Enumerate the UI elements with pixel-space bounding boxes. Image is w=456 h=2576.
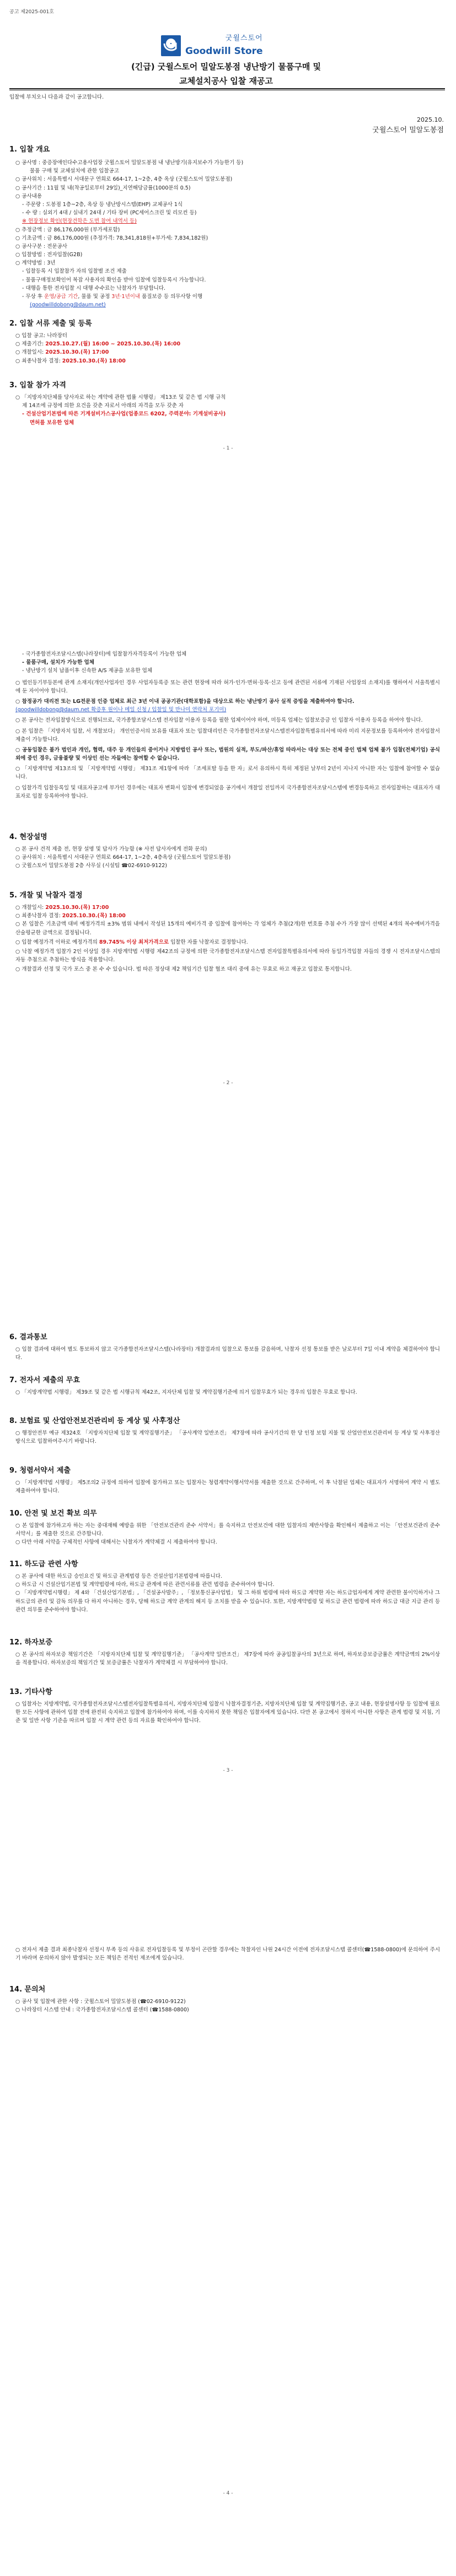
- section-10-heading: 10. 안전 및 보건 확보 의무: [9, 1509, 97, 1518]
- page-4: [0, 1934, 456, 2576]
- section-12-body: [15, 1650, 440, 1667]
- site-briefing: ○ 본 공사 견적 제출 전, 현장 설명 및 답사가 가능함 (※ 사전 답사자에게 전화 문의): [15, 846, 207, 852]
- opening-datetime-value: 2025.10.30.(목) 17:00: [45, 905, 109, 911]
- contact-email-link[interactable]: (goodwilldobong@daum.net): [30, 302, 106, 309]
- section-4-heading: 4. 현장설명: [9, 833, 47, 841]
- site-contact: ○ 굿윌스토어 밀알도봉점 2층 사무실 (시설팀 ☎02-6910-9122): [15, 863, 168, 869]
- safety-pledge: ○ 본 입찰에 참가하고자 하는 자는 중대재해 예방을 위한 「안전보건관리 준수 서약서」를 숙지하고 안전보건에 대한 입찰자의 제반사항을 확인해서 제출하고 이는 「안전보건관리 준수 서약서」를 제출한 것으로 간주합니다.: [15, 1523, 440, 1538]
- work-type: ○ 공사구분 : 전문공사: [15, 243, 67, 250]
- opening-datetime: [15, 903, 440, 912]
- contract-method: ○ 계약방법 : 3년: [15, 260, 56, 267]
- eligibility-2-text: - 국가종합전자조달시스템(나라장터)에 입찰참가자격등록이 가능한 업체: [22, 651, 187, 657]
- other-matters: ○ 입찰자는 지방계약법, 국가종합전자조달시스템전자입찰특별유의서, 지방자치단체 입찰시 낙찰자결정기준, 지방자치단체 입찰 및 계약집행기준, 공고 내용, 현장설명사항 등 입찰에 필요한 모든 사항에 관하여 입찰 전에 완전히 숙지하고 입찰에 참가하여야 하며, 이를 숙지하지 못한 책임은 입찰자에게 있습니다. 다만 본 공고에서 정하지 아니한 사항은 관계 법령 및 지침, 기준 및 일반 사항 기준을 따르며 입찰 시 계약 관련 등의 자료를 확인하여야 합니다.: [15, 1701, 440, 1724]
- submission-period-value: 2025.10.27.(월) 16:00 ~ 2025.10.30.(목) 16:00: [45, 341, 181, 348]
- opening-datetime-label: ○ 개찰일시:: [15, 905, 46, 911]
- section-5-heading: 5. 개찰 및 낙찰자 결정: [9, 891, 83, 900]
- opening-time: [15, 348, 440, 356]
- page-1: [0, 0, 456, 645]
- title-line-2: 교체설치공사 입찰 재공고: [179, 76, 273, 86]
- experience-email-link[interactable]: (goodwilldobong@daum.net 확증후 원이나 메일 신청 / 입찰일 및 만나미 연락처 포기미): [15, 707, 227, 713]
- warranty-years: 3년·1년이내: [111, 294, 141, 300]
- intro-text: 입찰에 부치오니 다음과 같이 공고합니다.: [9, 94, 104, 100]
- winner-decision-value: 2025.10.30.(목) 18:00: [62, 913, 126, 919]
- bid-condition-1: - 입찰등록 시 입찰참가 자의 입찰별 조건 제출: [22, 268, 127, 275]
- section-6-heading: 6. 결과통보: [9, 1333, 47, 1341]
- warranty-mid: , 물품 및 공정: [78, 294, 112, 300]
- price-determination: ○ 본 입찰은 기초금액 대비 예정가격의 ±3% 범위 내에서 작성된 15개의 예비가격 중 입찰에 참여하는 각 업체가 추첨(2개)한 번호를 추첨 수가 가장 많이 선택된 4개의 복수예비가격을 산술평균한 금액으로 결정됩니다.: [15, 921, 440, 936]
- eligibility-2: [15, 650, 440, 658]
- section-7-body: [15, 1388, 440, 1397]
- winning-rate-prefix: ○ 입찰 예정가격 이하로 예정가격의: [15, 939, 99, 945]
- base-amount: ○ 기초금액 : 금 86,176,000원 (추정가격: 78,341,818원+부가세: 7,834,182원): [15, 235, 208, 241]
- subcontract-2: ○ 하도급 시 건설산업기본법 및 계약법령에 따라, 하도급 관계에 따른 관련서류를 관련 법령을 준수하여야 합니다.: [15, 1582, 275, 1588]
- license-requirement-cont: 면허를 보유한 업체: [30, 419, 74, 426]
- eligibility-tax: ○ 「지방계약법 제13조의 및 「지방계약법 시행령」 제31조 제1항에 따라 「조세포탈 등을 한 자」로서 유의하시 특히 제정된 날부터 2년이 지나지 아니한 자는 입찰에 참여할 수 없습니다.: [15, 766, 440, 781]
- issuing-organization: 굿윌스토어 밀알도봉점: [372, 126, 444, 134]
- winner-decision-label: ○ 최종낙찰자 결정:: [15, 913, 62, 919]
- winner-decision: [15, 912, 440, 920]
- eligibility-1: ○ 「지방자치단체를 당사자로 하는 계약에 관한 법률 시행령」 제13조 및 같은 법 시행 규칙: [15, 394, 226, 401]
- section-3-continued: [15, 650, 440, 800]
- winning-rate-value: 89.745% 이상 최저가격으로: [99, 939, 169, 945]
- section-4-body: [15, 845, 440, 870]
- section-5-body: [15, 903, 440, 974]
- result-notice: ○ 입찰 결과에 대하여 별도 통보하지 않고 국가종합전자조달시스템(나라장터) 개찰결과의 입찰으로 통보를 갈음하며, 낙찰자 선정 통보를 받은 날로부터 7일 이내 계약을 체결하여야 합니다.: [15, 1346, 440, 1361]
- section-11-body: [15, 1572, 440, 1614]
- section-3-body: [15, 393, 440, 427]
- eligibility-location: ○ 법인등기부등본에 관계 소재지(개인사업자인 경우 사업자등록증 또는 관련 현장에 따라 허가·인가·면허·등록·신고 등에 관련된 서류에 기재된 사업장의 소재지)를 행하여서 서울특별시에 둔 자이어야 합니다.: [15, 679, 440, 694]
- submission-period: [15, 340, 440, 348]
- invalid-bid: ○ 「지방계약법 시행령」 제39조 및 같은 법 시행규칙 제42조, 지자단체 입찰 및 계약집행기준에 의거 입찰무효가 되는 경우의 입찰은 무효로 합니다.: [15, 1389, 357, 1395]
- scope-item-1: - 주문량 : 도봉점 1층~2층, 옥상 등 냉난방시스템(EHP) 교체공사 1식: [22, 201, 183, 208]
- page-number-3: - 3 -: [223, 1768, 233, 1773]
- section-9-body: [15, 1479, 440, 1495]
- section-13-continued: [15, 1946, 440, 1962]
- tie-break-rule: ○ 낙찰 예정가격 입찰가 2인 이상일 경우 지방계약법 시행령 제42조의 규정에 의한 국가종합전자조달시스템 전자입찰특별유의서에 따라 동일가격입찰 자들의 경쟁 시 전자조달시스템의 자동 추첨으로 추첨하는 방식을 적용합니다.: [15, 948, 440, 964]
- page-number-4: - 4 -: [223, 2491, 233, 2496]
- project-location: ○ 공사위치 : 서울특별시 서대문구 연희로 664-17, 1~2층, 4층 옥상 (굿윌스토어 밀알도봉점): [15, 176, 233, 183]
- notice-title: [61, 59, 391, 89]
- license-requirement: - 건설산업기본법에 따른 기계설비가스공사업(업종코드 6202, 주력분야: 기계설비공사): [22, 411, 226, 418]
- section-13-heading: 13. 기타사항: [9, 1688, 52, 1696]
- final-decision-value: 2025.10.30.(목) 18:00: [62, 358, 126, 364]
- opening-time-value: 2025.10.30.(목) 17:00: [45, 349, 109, 356]
- section-11-heading: 11. 하도급 관련 사항: [9, 1560, 78, 1568]
- eligibility-4: - 냉난방기 설치 납품이후 신속한 A/S 제공을 보유한 업체: [22, 668, 153, 674]
- section-1-heading: 1. 입찰 개요: [9, 145, 50, 154]
- integrity-pledge: ○ 「지방계약법 시행령」 제5조의2 규정에 의하여 입찰에 참가하고 또는 입찰자는 청렴계약이행서약서를 제출한 것으로 간주하며, 이 후 낙찰된 업체는 대표자가 서명하여 계약 시 별도 제출하여야 합니다.: [15, 1480, 440, 1495]
- section-7-heading: 7. 전자서 제출의 무효: [9, 1376, 81, 1384]
- eligibility-experience: ○ 참정공가 대리전 또는 LG전문점 인증 업체로 최근 3년 이내 공공기관(대학포함)을 대상으로 하는 냉난방기 공사 실적 증빙을 제출하여야 합니다.: [15, 698, 355, 705]
- estimated-amount: ○ 추정금액 : 금 86,176,000원 (부가세포함): [15, 226, 120, 233]
- warranty-prefix: - 무상 후: [22, 294, 42, 300]
- page-number-1: - 1 -: [223, 446, 233, 451]
- final-decision: [15, 357, 440, 365]
- goodwill-logo: [161, 33, 263, 58]
- section-6-body: [15, 1345, 440, 1362]
- notice-number: 공고 제2025-001호: [9, 9, 54, 15]
- notice-date: 2025.10.: [417, 116, 444, 123]
- eligibility-certificate: ○ 본 입찰은 「지방자치 입찰, 서 개찰보다」 개인인증서의 보유를 대표자 또는 입찰대리인은 국가종합전자조달시스템전자입찰특별유의서에 따라 미리 지문정보를 등록하여야 전자입찰서 제출이 가능합니다.: [15, 728, 440, 743]
- subcontract-3: ○ 「지방계약법시행령」 제 4와 「건설산업기본법」, 「건설공사발주」, 「정보통신공사업법」 및 그 하위 법령에 따라 하도급 계약한 자는 하도급업자에게 계약 관련한 불이익하거나 그 하도급의 관리 및 감독 의무를 다 하지 아니하는 경우, 당해 하도급 계약 관계의 해지 등 조치를 받을 수 있습니다. 또한, 지방계약법령 및 하도급 관련 법령에 따라 하도급 대금 지급 관리 등 관련 의무를 준수하여야 합니다.: [15, 1590, 440, 1613]
- section-3-heading: 3. 입찰 참가 자격: [9, 381, 66, 389]
- title-divider: [9, 88, 445, 89]
- system-failure-notice: ○ 전자서 제출 결과 최종낙찰자 선정시 부족 등의 사유로 전자입찰등록 및 부정이 곤란할 경우에는 착찰자인 나원 24시간 이전에 전자조달시스템 콜센터(☎1588-0800)에 문의하여 주시기 바라며 문의하지 않아 발생되는 모든 책임은 전적인 제조에게 있습니다.: [15, 1947, 440, 1962]
- winning-rate: [15, 938, 440, 946]
- contact-bidding: ○ 공사 및 입찰에 관한 사항 : 굿윌스토어 밀알도봉점 (☎02-6910-9122): [15, 1999, 186, 2005]
- safety-note: ○ 다만 아래 서약을 구체적인 사항에 대해서는 낙찰자가 계약체결 시 제출하여야 합니다.: [15, 1539, 217, 1546]
- project-scope-label: ○ 공사내용: [15, 193, 42, 199]
- insurance-settlement: ○ 행정안전부 예규 제324호 「지방자치단체 입찰 및 계약집행기준」 「공사계약 일반조건」 제7장에 따라 공사기간의 한 당 인정 보험 지불 및 산업안전보건관리비 등 계상 및 사후정산 방식으로 입찰하여주시기 바랍니다.: [15, 1430, 440, 1445]
- section-9-heading: 9. 청렴서약서 제출: [9, 1466, 71, 1475]
- page-number-2: - 2 -: [223, 1080, 233, 1086]
- eligibility-representative: ○ 입찰가격 입찰등록일 및 대표자공고에 부가인 경우에는 대표자 변화서 입찰에 변경되었음 공기에서 개찰일 전일까지 국가종합전자조달시스템에 변경등록하고 전자입찰하는 대표자가 대표자로 입찰 등록하여야 합니다.: [15, 784, 440, 799]
- bid-method: ○ 입찰방법 : 전자입찰(G2B): [15, 252, 83, 258]
- section-10-body: [15, 1522, 440, 1547]
- contact-system: ○ 나라장터 시스템 안내 : 국가종합전자조달시스템 콜센터 (☎1588-0800): [15, 2007, 189, 2014]
- project-period: ○ 공사기간 : 11월 및 내(착공일로부터 29일)_지연해당금률(1000분의 0.5): [15, 185, 191, 191]
- section-2-heading: 2. 입찰 서류 제출 및 등록: [9, 320, 92, 328]
- logo-english: Goodwill Store: [185, 46, 263, 57]
- page-3: [0, 1289, 456, 1934]
- defect-warranty: ○ 본 공사의 하자보증 책임기간은 「지방자치단체 입찰 및 계약집행기준」 「공사계약 일반조건」 제7장에 따라 공공입찰공사의 3년으로 하며, 하자보증보증금률은 계약금액의 2%이상을 적용합니다. 하자보증의 책임기간 및 보증금률은 낙찰자가 계약체결 시 부담하여야 합니다.: [15, 1652, 440, 1666]
- bid-condition-3: - 대행을 통한 전자입찰 시 대행 수수료는 낙찰자가 부담합니다.: [22, 285, 166, 291]
- eligibility-joint-bid: ○ 공동입찰은 불가 법인과 개인, 협력, 대주 등 개인들의 중이거나 지방법인 공사 또는, 법원의 실적, 부도/파산/휴업 따라서는 대상 또는 전체 중인 법체 업체 불가 입찰(전체기업) 공식 외에 중인 경우, 금융불량 및 이상인 선는 자들에는 참여할 수 없습니다.: [15, 746, 440, 762]
- submission-period-label: ○ 제출기간:: [15, 341, 46, 348]
- final-decision-label: ○ 최종낙찰자 결정:: [15, 358, 62, 364]
- bid-condition-2: - 물품구매정보확인어 복잡 사용자의 확인을 받아 입찰에 입찰등록시 가능합니다.: [22, 277, 206, 283]
- logo-korean: 굿윌스토어: [225, 34, 263, 42]
- bid-notice-site: ○ 입찰 공고: 나라장터: [15, 333, 67, 339]
- eligibility-1-cont: 제 14조에 규정에 의한 요건을 갖춘 자로서 아래의 자격을 모두 갖춘 자: [22, 403, 184, 409]
- opening-time-label: ○ 개찰일시:: [15, 349, 46, 356]
- title-line-1: (긴급) 굿윌스토어 밀알도봉점 냉난방기 물품구매 및: [131, 62, 321, 72]
- winning-rate-suffix: 입찰한 자를 낙찰자로 결정합니다.: [169, 939, 248, 945]
- goodwill-logo-icon: [161, 35, 181, 56]
- section-8-body: [15, 1429, 440, 1446]
- project-name: ○ 공사명 : 중증장애인다수고용사업장 굿윌스토어 밀알도봉점 내 냉난방기(유지보수가 가능한기 등): [15, 160, 244, 166]
- section-2-body: [15, 332, 440, 365]
- subcontract-1: ○ 본 공사에 대한 하도급 승인요건 및 하도급 관계법령 등은 건설산업기본법령에 따릅니다.: [15, 1573, 222, 1579]
- section-14-heading: 14. 문의처: [9, 1985, 46, 1994]
- invalid-bid-rule: ○ 개찰결과 선정 및 국가 포스 중 본 수 수 있습니다. 법 따른 정상대 제2 책임기간 입찰 협조 대리 중에 유는 무효로 하고 재공고 입찰로 통지합니다.: [15, 966, 352, 973]
- bid-condition-4: [15, 293, 440, 301]
- section-12-heading: 12. 하자보증: [9, 1638, 52, 1647]
- section-14-body: [15, 1998, 440, 2014]
- eligibility-e-bidding: ○ 본 공사는 전자입찰방식으로 진행되므로, 국가종합조달시스템 전자입찰 이용자 등록을 필한 업체이어야 하며, 미등록 업체는 입찰보증금 인 입찰자 이용자 등록을 하여야 합니다.: [15, 717, 423, 724]
- warranty-tail: 품질보증 등 의무사항 이행: [142, 294, 203, 300]
- scope-note: ※ 현장정보 확인(현장견학은 도면 참여 내역서 등): [22, 218, 137, 225]
- eligibility-3: - 물품구매, 설치가 가능한 업체: [22, 659, 94, 666]
- site-address: ○ 공사위치 : 서울특별시 서대문구 연희로 664-17, 1~2층, 4층옥상 (굿윌스토어 밀알도봉점): [15, 854, 231, 861]
- project-name-cont: 물품 구매 및 교체설치에 관한 입찰공고: [30, 168, 119, 175]
- section-1-body: [15, 159, 440, 309]
- page-2: [0, 645, 456, 1289]
- section-8-heading: 8. 보험료 및 산업안전보건관리비 등 계상 및 사후정산: [9, 1417, 180, 1425]
- warranty-period: 운영/공급 기간: [42, 294, 78, 300]
- scope-item-2: - 수 량 : 실외기 4대 / 실내기 24대 / 기타 장비 (PC세어스크린 및 리모컨 등): [22, 210, 197, 217]
- section-13-body: [15, 1700, 440, 1725]
